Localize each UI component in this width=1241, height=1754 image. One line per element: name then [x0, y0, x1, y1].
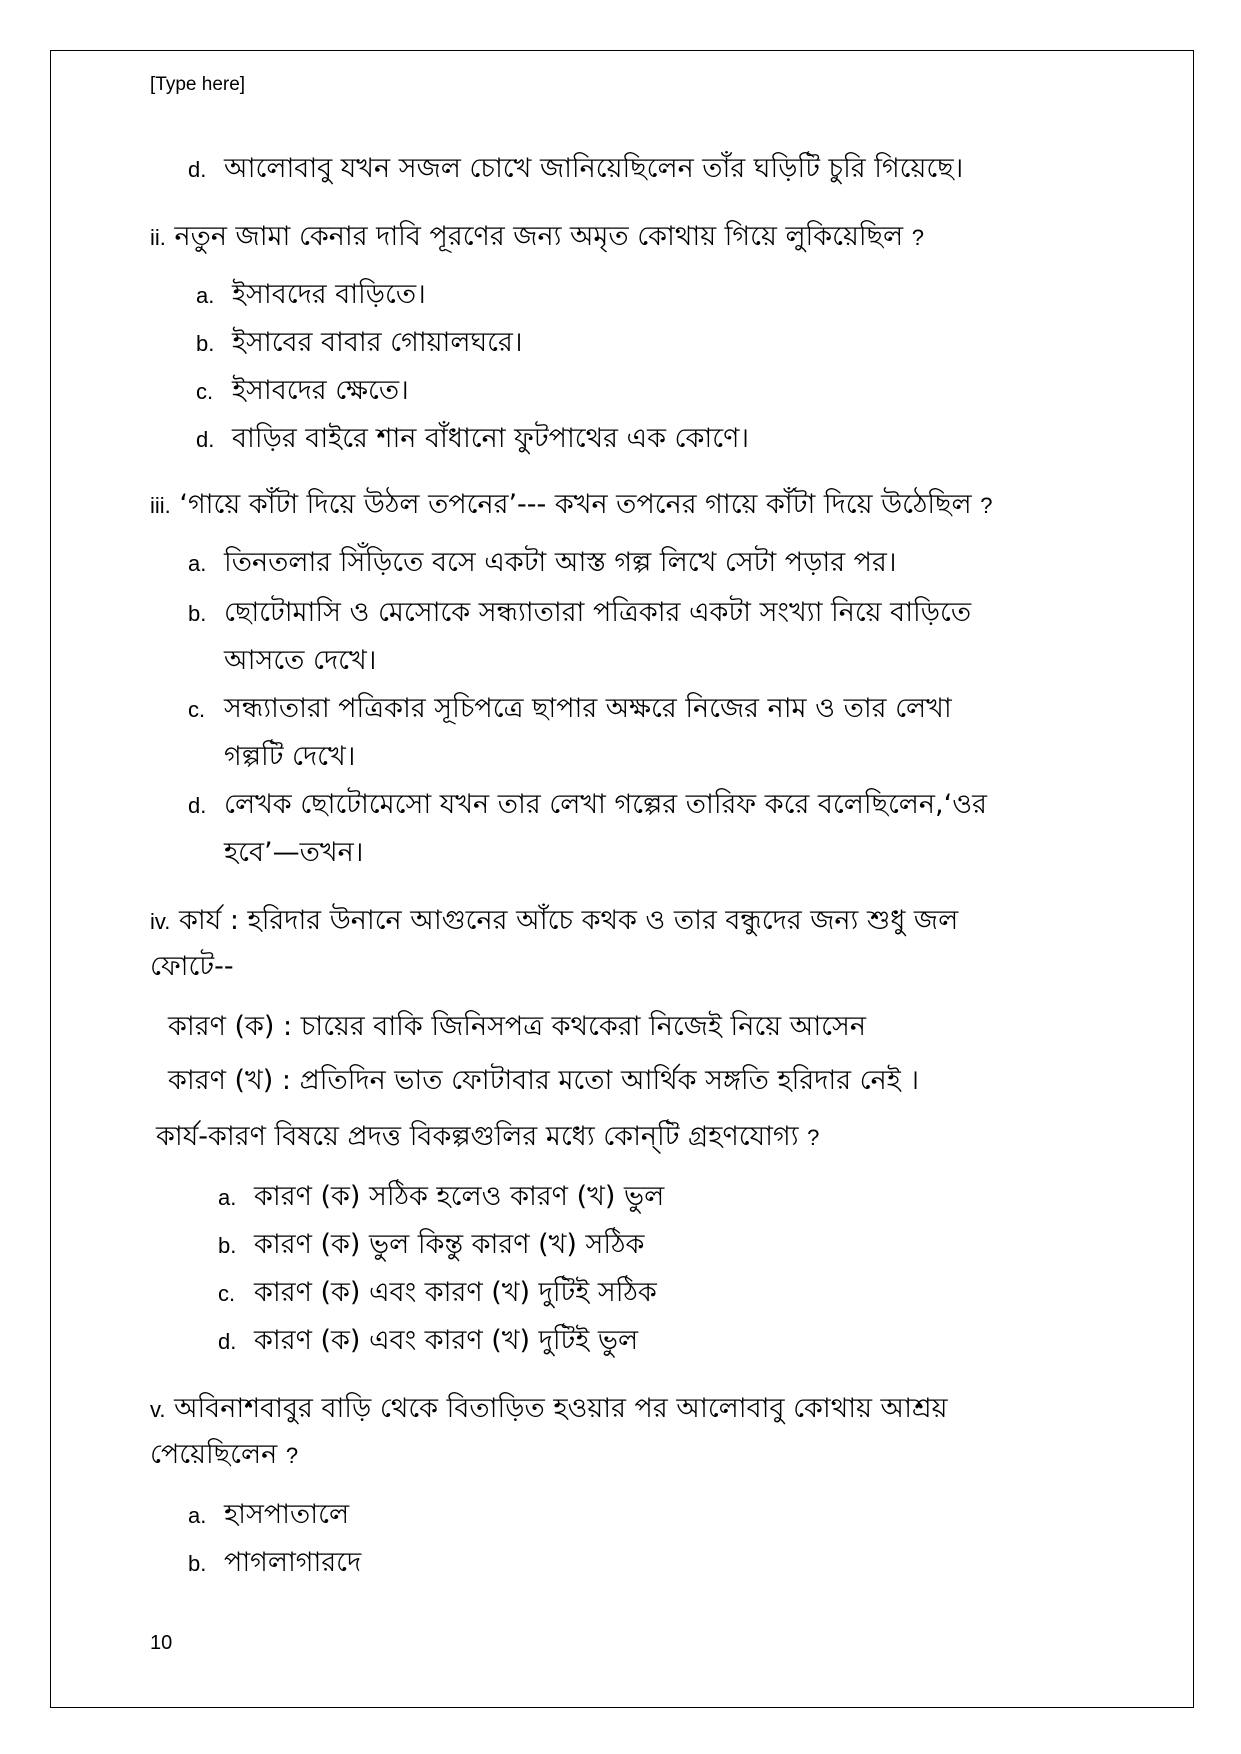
option-letter: b.: [188, 1551, 207, 1576]
option-text: ইসাবদের বাড়িতে।: [232, 279, 426, 310]
list-item: [196, 422, 749, 457]
reason-a-text: চায়ের বাকি জিনিসপত্র কথকেরা নিজেই নিয়ে আসেন: [300, 1011, 866, 1042]
question-text-continued: ফোটে--: [150, 951, 234, 982]
question-number: v.: [150, 1397, 166, 1422]
option-text: পাগলাগারদে: [224, 1547, 362, 1578]
option-letter: a.: [188, 1503, 207, 1528]
reason-a: [168, 1010, 866, 1044]
question-number: iv.: [150, 909, 171, 934]
question-mark: ?: [285, 1443, 299, 1468]
reason-a-label: কারণ (ক) :: [168, 1011, 293, 1042]
list-item: [196, 278, 426, 313]
question-text: কার্য : হরিদার উনানে আগুনের আঁচে কথক ও তার বন্ধুদের জন্য শুধু জল: [178, 905, 959, 936]
option-letter: d.: [196, 427, 215, 452]
option-letter: a.: [196, 283, 215, 308]
option-text: ছোটোমাসি ও মেসোকে সন্ধ্যাতারা পত্রিকার একটা সংখ্যা নিয়ে বাড়িতে: [224, 597, 972, 628]
question-text: অবিনাশবাবুর বাড়ি থেকে বিতাড়িত হওয়ার পর আলোবাবু কোথায় আশ্রয়: [174, 1393, 948, 1424]
option-text: সন্ধ্যাতারা পত্রিকার সূচিপত্রে ছাপার অক্ষরে নিজের নাম ও তার লেখা: [224, 693, 952, 724]
question-iii: [150, 488, 992, 523]
page-number: 10: [150, 1632, 173, 1654]
reason-b-text: প্রতিদিন ভাত ফোটাবার মতো আর্থিক সঙ্গতি হরিদার নেই ।: [299, 1065, 920, 1096]
option-text: কারণ (ক) সঠিক হলেও কারণ (খ) ভুল: [254, 1181, 665, 1212]
list-item: [188, 692, 952, 727]
option-text: কারণ (ক) এবং কারণ (খ) দুটিই সঠিক: [254, 1277, 657, 1308]
option-letter: c.: [188, 697, 206, 722]
list-item: [188, 546, 897, 581]
option-text: কারণ (ক) ভুল কিন্তু কারণ (খ) সঠিক: [254, 1229, 645, 1260]
option-text: ইসাবের বাবার গোয়ালঘরে।: [232, 327, 523, 358]
option-text: তিনতলার সিঁড়িতে বসে একটা আস্ত গল্প লিখে সেটা পড়ার পর।: [224, 547, 897, 578]
list-item: [218, 1180, 664, 1215]
option-letter: c.: [196, 379, 214, 404]
list-item: [218, 1324, 638, 1359]
question-text: পেয়েছিলেন: [150, 1439, 278, 1470]
option-text: আলোবাবু যখন সজল চোখে জানিয়েছিলেন তাঁর ঘড়িটি চুরি গিয়েছে।: [224, 153, 964, 184]
list-item: [196, 374, 409, 409]
question-text: ‘গায়ে কাঁটা দিয়ে উঠল তপনের’--- কখন তপনের গায়ে কাঁটা দিয়ে উঠেছিল: [179, 489, 972, 520]
header-placeholder: [Type here]: [150, 74, 246, 95]
list-item: [218, 1228, 644, 1263]
question-v: [150, 1392, 948, 1427]
list-item: [188, 596, 971, 631]
question-text: নতুন জামা কেনার দাবি পূরণের জন্য অমৃত কোথায় গিয়ে লুকিয়েছিল: [174, 221, 904, 252]
question-mark: ?: [807, 1125, 820, 1150]
list-item: [196, 326, 523, 361]
question-prompt: [156, 1120, 819, 1155]
list-item: [188, 788, 987, 823]
reason-b-label: কারণ (খ) :: [168, 1065, 291, 1096]
option-text-continued: হবে’—তখন।: [224, 837, 364, 868]
option-text-continued: আসতে দেখে।: [224, 645, 377, 676]
list-item: [188, 1546, 361, 1581]
option-letter: a.: [188, 551, 207, 576]
option-text: ইসাবদের ক্ষেতে।: [232, 375, 409, 406]
option-letter: d.: [188, 793, 207, 818]
option-text: হাসপাতালে: [224, 1499, 350, 1530]
prompt-text: কার্য-কারণ বিষয়ে প্রদত্ত বিকল্পগুলির মধ্যে কোন্‌টি গ্রহণযোগ্য: [156, 1121, 799, 1152]
question-number: ii.: [150, 225, 166, 250]
option-letter: d.: [218, 1329, 237, 1354]
question-ii: [150, 220, 924, 255]
question-number: iii.: [150, 493, 171, 518]
option-letter: a.: [218, 1185, 237, 1210]
option-letter: b.: [196, 331, 215, 356]
question-mark: ?: [911, 225, 924, 250]
list-item: [218, 1276, 657, 1311]
question-iv: [150, 904, 958, 939]
option-text: কারণ (ক) এবং কারণ (খ) দুটিই ভুল: [254, 1325, 639, 1356]
option-text: বাড়ির বাইরে শান বাঁধানো ফুটপাথের এক কোণে।: [232, 423, 750, 454]
question-mark: ?: [980, 493, 993, 518]
question-text-continued: [150, 1438, 298, 1473]
option-letter: b.: [218, 1233, 237, 1258]
option-text-continued: গল্পটি দেখে।: [224, 741, 356, 772]
option-letter: c.: [218, 1281, 236, 1306]
option-letter: b.: [188, 601, 207, 626]
list-item: [188, 1498, 349, 1533]
prev-question-option-d: [188, 152, 963, 187]
reason-b: [168, 1064, 919, 1098]
option-text: লেখক ছোটোমেসো যখন তার লেখা গল্পের তারিফ করে বলেছিলেন,‘ওর: [224, 789, 987, 820]
option-letter: d.: [188, 157, 207, 182]
